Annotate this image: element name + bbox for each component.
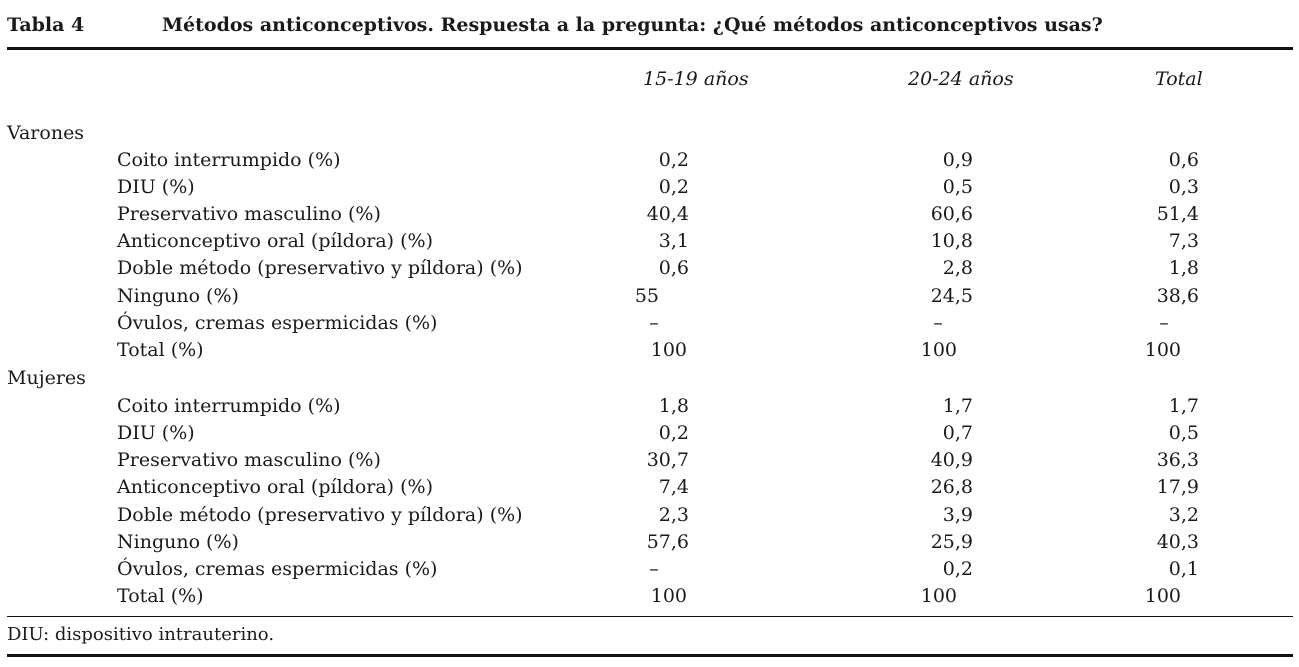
table-row xyxy=(7,476,1293,503)
table-row xyxy=(7,149,1293,176)
cell-20-24: 0,2 xyxy=(942,558,973,580)
cell-total: 40,3 xyxy=(1156,531,1199,553)
row-label: Anticonceptivo oral (píldora) (%) xyxy=(117,230,433,252)
cell-total: 51,4 xyxy=(1156,203,1199,225)
cell-total: 0,5 xyxy=(1168,422,1199,444)
cell-20-24: 2,8 xyxy=(942,257,973,279)
bottom-table-rule xyxy=(7,616,1293,617)
table-document xyxy=(7,0,1293,667)
table-row xyxy=(7,531,1293,558)
cell-20-24: 0,5 xyxy=(942,176,973,198)
row-label: Preservativo masculino (%) xyxy=(117,203,381,225)
table-row xyxy=(7,203,1293,230)
cell-total: 17,9 xyxy=(1156,476,1199,498)
table-row xyxy=(7,230,1293,257)
table-row xyxy=(7,504,1293,531)
row-label: Doble método (preservativo y píldora) (%) xyxy=(117,257,523,279)
cell-20-24: 24,5 xyxy=(930,285,973,307)
table-title-row xyxy=(7,14,1293,42)
table-number: Tabla 4 xyxy=(7,14,85,36)
cell-15-19: 30,7 xyxy=(646,449,689,471)
table-row xyxy=(7,339,1293,366)
table-footnote: DIU: dispositivo intrauterino. xyxy=(7,624,275,645)
cell-15-19: – xyxy=(649,558,659,580)
table-row xyxy=(7,585,1293,612)
cell-20-24: 0,9 xyxy=(942,149,973,171)
cell-15-19: 100 xyxy=(650,339,687,361)
cell-15-19: 0,2 xyxy=(658,176,689,198)
cell-20-24: – xyxy=(933,312,943,334)
table-row xyxy=(7,449,1293,476)
row-label: Doble método (preservativo y píldora) (%) xyxy=(117,504,523,526)
row-label: Preservativo masculino (%) xyxy=(117,449,381,471)
cell-15-19: 7,4 xyxy=(658,476,689,498)
group-label-varones: Varones xyxy=(7,122,85,144)
cell-total: 1,7 xyxy=(1168,395,1199,417)
row-label: DIU (%) xyxy=(117,176,195,198)
cell-15-19: 100 xyxy=(650,585,687,607)
row-label: Ninguno (%) xyxy=(117,285,239,307)
cell-15-19: – xyxy=(649,312,659,334)
cell-total: 0,6 xyxy=(1168,149,1199,171)
row-label: Ninguno (%) xyxy=(117,531,239,553)
cell-15-19: 0,6 xyxy=(658,257,689,279)
column-header-total: Total xyxy=(1155,68,1203,90)
cell-20-24: 10,8 xyxy=(930,230,973,252)
table-row xyxy=(7,285,1293,312)
cell-20-24: 100 xyxy=(920,339,957,361)
cell-15-19: 0,2 xyxy=(658,149,689,171)
cell-total: 0,1 xyxy=(1168,558,1199,580)
cell-15-19: 1,8 xyxy=(658,395,689,417)
cell-total: 100 xyxy=(1144,339,1181,361)
column-header-20-24: 20-24 años xyxy=(908,68,1014,90)
cell-15-19: 3,1 xyxy=(658,230,689,252)
cell-15-19: 57,6 xyxy=(646,531,689,553)
row-label: Total (%) xyxy=(117,339,204,361)
cell-total: 38,6 xyxy=(1156,285,1199,307)
cell-20-24: 100 xyxy=(920,585,957,607)
row-label: DIU (%) xyxy=(117,422,195,444)
top-rule xyxy=(7,47,1293,50)
table-row xyxy=(7,558,1293,585)
row-label: Óvulos, cremas espermicidas (%) xyxy=(117,312,438,334)
row-label: Total (%) xyxy=(117,585,204,607)
cell-20-24: 1,7 xyxy=(942,395,973,417)
row-label: Anticonceptivo oral (píldora) (%) xyxy=(117,476,433,498)
table-row xyxy=(7,422,1293,449)
cell-total: 7,3 xyxy=(1168,230,1199,252)
cell-15-19: 55 xyxy=(634,285,659,307)
cell-total: 0,3 xyxy=(1168,176,1199,198)
table-row xyxy=(7,312,1293,339)
row-label: Coito interrumpido (%) xyxy=(117,395,341,417)
cell-20-24: 25,9 xyxy=(930,531,973,553)
cell-20-24: 26,8 xyxy=(930,476,973,498)
cell-15-19: 40,4 xyxy=(646,203,689,225)
group-label-mujeres: Mujeres xyxy=(7,367,86,389)
cell-20-24: 0,7 xyxy=(942,422,973,444)
cell-20-24: 40,9 xyxy=(930,449,973,471)
cell-15-19: 0,2 xyxy=(658,422,689,444)
cell-20-24: 3,9 xyxy=(942,504,973,526)
cell-total: 36,3 xyxy=(1156,449,1199,471)
cell-total: 3,2 xyxy=(1168,504,1199,526)
column-header-15-19: 15-19 años xyxy=(643,68,749,90)
cell-15-19: 2,3 xyxy=(658,504,689,526)
cell-total: – xyxy=(1159,312,1169,334)
footer-rule xyxy=(7,654,1293,657)
row-label: Coito interrumpido (%) xyxy=(117,149,341,171)
cell-total: 1,8 xyxy=(1168,257,1199,279)
table-row xyxy=(7,257,1293,284)
row-label: Óvulos, cremas espermicidas (%) xyxy=(117,558,438,580)
table-row xyxy=(7,395,1293,422)
cell-total: 100 xyxy=(1144,585,1181,607)
table-title: Métodos anticonceptivos. Respuesta a la pregunta: ¿Qué métodos anticonceptivos usas? xyxy=(162,14,1103,36)
table-row xyxy=(7,176,1293,203)
cell-20-24: 60,6 xyxy=(930,203,973,225)
